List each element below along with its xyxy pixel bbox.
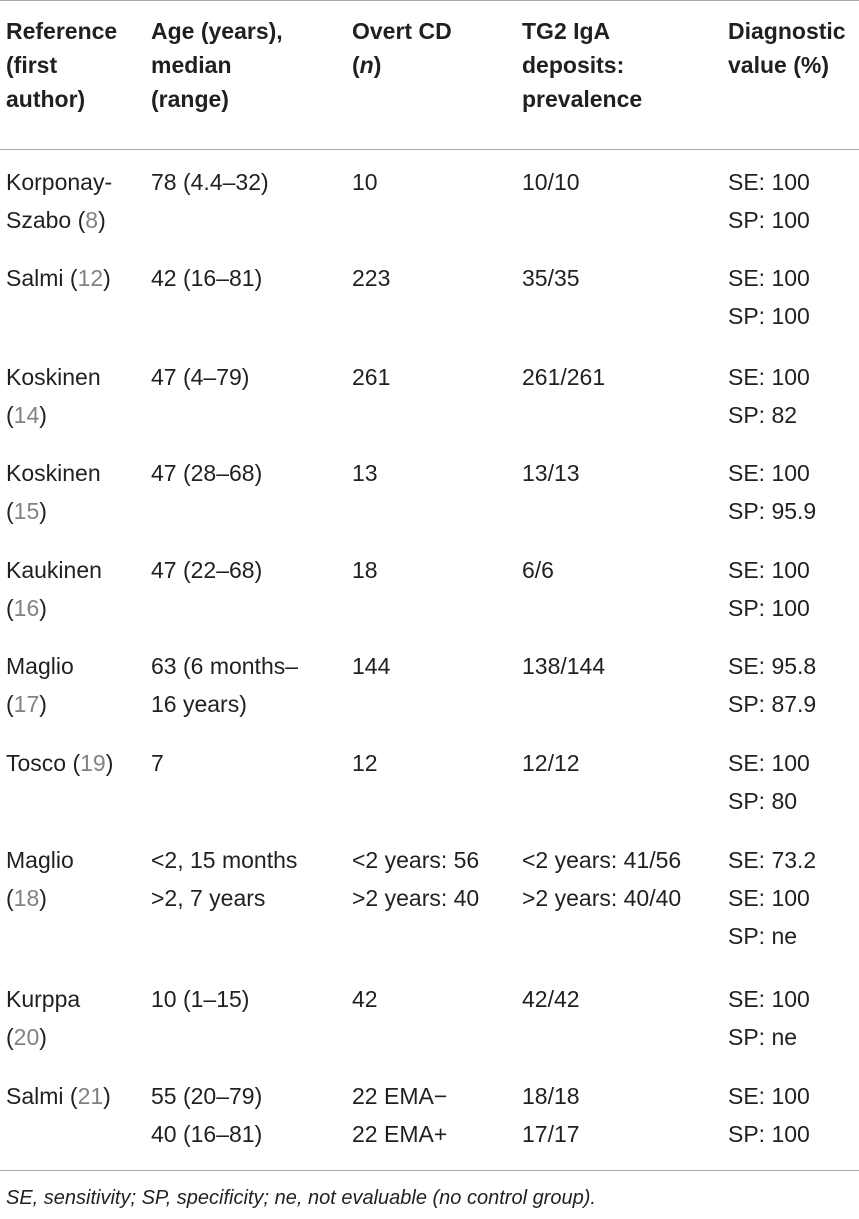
cell-age: 47 (22–68)	[151, 557, 263, 583]
cell-diagnostic: SE: 100 SP: 100	[728, 1083, 810, 1147]
cell-age: 55 (20–79) 40 (16–81)	[151, 1083, 263, 1147]
cell-reference: Korponay- Szabo (8)	[6, 169, 113, 233]
cell-reference: Salmi (21)	[6, 1083, 111, 1109]
cell-age: 42 (16–81)	[151, 265, 263, 291]
cell-diagnostic: SE: 100 SP: ne	[728, 986, 810, 1050]
header-rule	[0, 149, 859, 150]
cell-overt-cd: 223	[352, 265, 391, 291]
cell-age: <2, 15 months >2, 7 years	[151, 847, 298, 911]
cell-reference: Salmi (12)	[6, 265, 111, 291]
cell-overt-cd: 13	[352, 460, 378, 486]
cell-overt-cd: 10	[352, 169, 378, 195]
cell-diagnostic: SE: 95.8 SP: 87.9	[728, 653, 817, 717]
cell-tg2: 35/35	[522, 265, 580, 291]
citation-number: 20	[13, 1024, 40, 1050]
citation-number: 15	[13, 498, 40, 524]
cell-age: 47 (28–68)	[151, 460, 263, 486]
cell-overt-cd: 12	[352, 750, 378, 776]
header-reference: Reference (first author)	[6, 18, 118, 112]
cell-reference: Kaukinen (16)	[6, 557, 102, 621]
cell-overt-cd: <2 years: 56 >2 years: 40	[352, 847, 480, 911]
cell-age: 63 (6 months– 16 years)	[151, 653, 299, 717]
citation-number: 8	[85, 207, 99, 233]
header-n-italic: n	[359, 52, 374, 78]
bottom-rule	[0, 1170, 859, 1171]
cell-overt-cd: 261	[352, 364, 391, 390]
cell-overt-cd: 22 EMA− 22 EMA+	[352, 1083, 448, 1147]
cell-tg2: 42/42	[522, 986, 580, 1012]
header-overt-cd: Overt CD (n)	[352, 18, 452, 78]
cell-reference: Koskinen (14)	[6, 364, 101, 428]
cell-overt-cd: 42	[352, 986, 378, 1012]
cell-diagnostic: SE: 100 SP: 100	[728, 169, 810, 233]
citation-number: 17	[13, 691, 40, 717]
cell-age: 78 (4.4–32)	[151, 169, 269, 195]
cell-reference: Kurppa (20)	[6, 986, 81, 1050]
cell-tg2: 6/6	[522, 557, 554, 583]
cell-diagnostic: SE: 100 SP: 95.9	[728, 460, 817, 524]
citation-number: 19	[80, 750, 106, 776]
top-rule	[0, 0, 859, 1]
cell-age: 47 (4–79)	[151, 364, 250, 390]
citation-number: 16	[13, 595, 40, 621]
cell-reference: Maglio (17)	[6, 653, 74, 717]
cell-reference: Koskinen (15)	[6, 460, 101, 524]
cell-tg2: <2 years: 41/56 >2 years: 40/40	[522, 847, 682, 911]
cell-diagnostic: SE: 100 SP: 100	[728, 557, 810, 621]
cell-tg2: 138/144	[522, 653, 606, 679]
cell-reference: Maglio (18)	[6, 847, 74, 911]
citation-number: 12	[77, 265, 104, 291]
cell-tg2: 12/12	[522, 750, 580, 776]
cell-tg2: 261/261	[522, 364, 606, 390]
citation-number: 21	[77, 1083, 104, 1109]
cell-overt-cd: 18	[352, 557, 378, 583]
cell-age: 7	[151, 750, 164, 776]
cell-diagnostic: SE: 100 SP: 100	[728, 265, 810, 329]
cell-diagnostic: SE: 73.2 SE: 100 SP: ne	[728, 847, 817, 949]
cell-tg2: 18/18 17/17	[522, 1083, 580, 1147]
header-age: Age (years), median (range)	[151, 18, 283, 112]
cell-diagnostic: SE: 100 SP: 82	[728, 364, 810, 428]
header-tg2: TG2 IgA deposits: prevalence	[522, 18, 643, 112]
header-diagnostic: Diagnostic value (%)	[728, 18, 846, 78]
cell-reference: Tosco (19)	[6, 750, 114, 776]
cell-age: 10 (1–15)	[151, 986, 250, 1012]
cell-tg2: 10/10	[522, 169, 580, 195]
cell-overt-cd: 144	[352, 653, 391, 679]
citation-number: 18	[13, 885, 40, 911]
cell-tg2: 13/13	[522, 460, 580, 486]
table-footnote: SE, sensitivity; SP, specificity; ne, not evaluable (no control group).	[6, 1187, 596, 1209]
cell-diagnostic: SE: 100 SP: 80	[728, 750, 810, 814]
citation-number: 14	[13, 402, 40, 428]
